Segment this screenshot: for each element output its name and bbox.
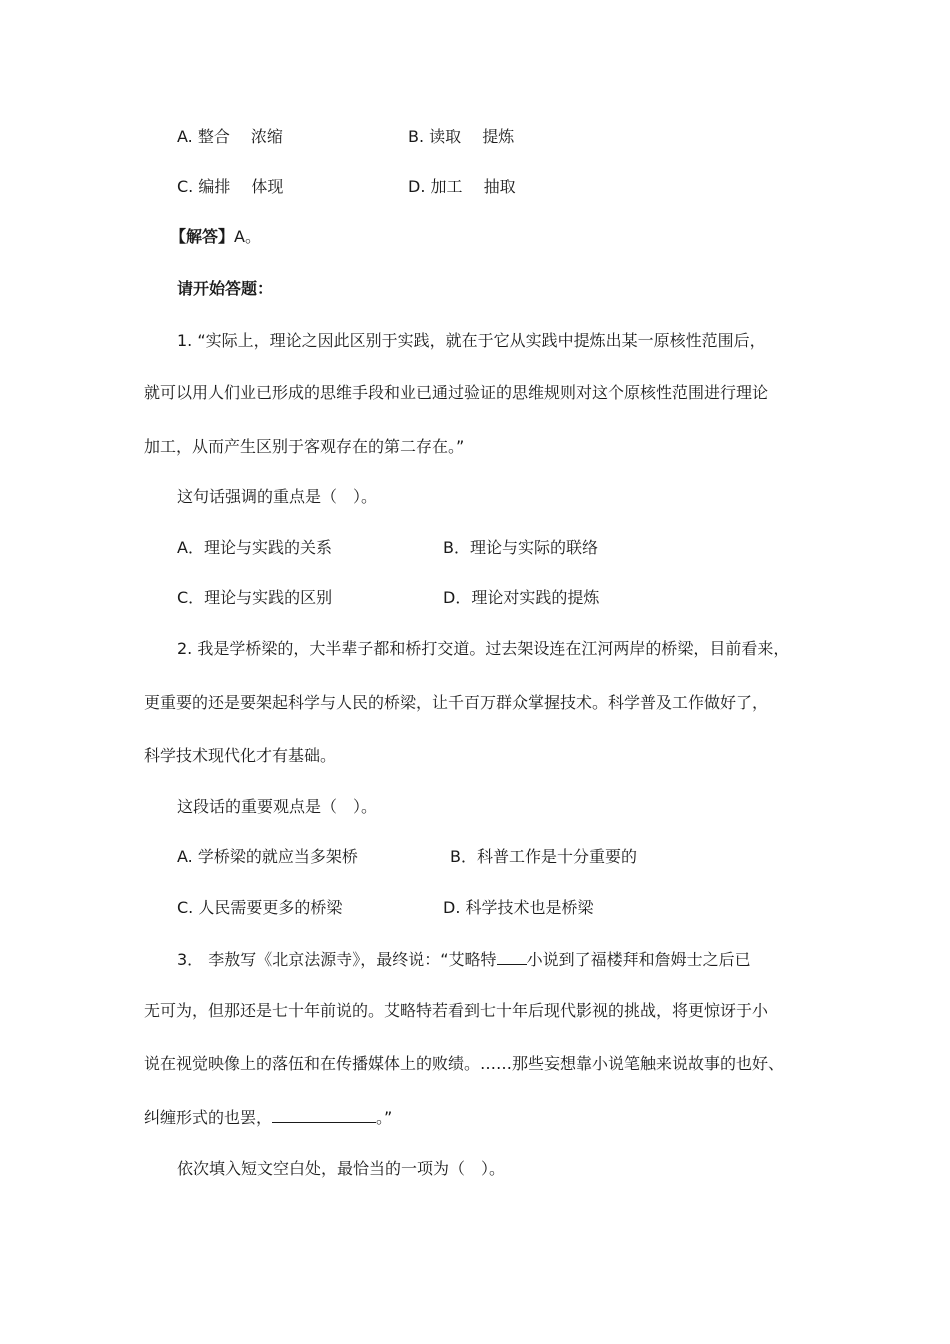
q3-line1-after-blank: 小说到了福楼拜和詹姆士之后已 <box>526 950 751 969</box>
q3-blank-1 <box>497 948 527 965</box>
q2-option-c: C. 人民需要更多的桥梁 <box>177 898 343 917</box>
q1-option-a: A．理论与实践的关系 <box>177 538 332 557</box>
answer-label: 【解答】 <box>170 227 235 246</box>
q1-option-c: C．理论与实践的区别 <box>177 588 333 607</box>
q2-prompt: 这段话的重要观点是（ ）。 <box>177 797 378 816</box>
q2-text-line-2: 更重要的还是要架起科学与人民的桥梁，让千百万群众掌握技术。科学普及工作做好了， <box>144 693 769 712</box>
q3-line4-after-blank: 。” <box>376 1108 393 1127</box>
q2-text-line-1: 2. 我是学桥梁的，大半辈子都和桥打交道。过去架设连在江河两岸的桥梁，目前看来， <box>177 639 790 658</box>
answer-value: A。 <box>234 227 261 246</box>
q3-text-line-3: 说在视觉映像上的落伍和在传播媒体上的败绩。……那些妄想靠小说笔触来说故事的也好、 <box>144 1054 785 1073</box>
q1-option-d: D．理论对实践的提炼 <box>443 588 600 607</box>
q3-text-line-1 <box>177 948 751 971</box>
q2-option-d: D. 科学技术也是桥梁 <box>443 898 594 917</box>
q1-prompt: 这句话强调的重点是（ ）。 <box>177 487 378 506</box>
q3-line1-before-blank: 3． 李敖写《北京法源寺》，最终说：“艾略特 <box>177 950 497 969</box>
q3-blank-2 <box>272 1106 376 1123</box>
q2-text-line-3: 科学技术现代化才有基础。 <box>144 746 337 765</box>
start-heading: 请开始答题： <box>177 279 274 298</box>
q1-text-line-2: 就可以用人们业已形成的思维手段和业已通过验证的思维规则对这个原核性范围进行理论 <box>144 383 769 402</box>
q3-prompt: 依次填入短文空白处，最恰当的一项为（ ）。 <box>177 1159 506 1178</box>
answer-line <box>170 226 261 248</box>
intro-option-a: A. 整合 浓缩 <box>177 127 283 146</box>
q3-line4-before-blank: 纠缠形式的也罢， <box>144 1108 273 1127</box>
q3-text-line-2: 无可为，但那还是七十年前说的。艾略特若看到七十年后现代影视的挑战，将更惊讶于小 <box>144 1001 769 1020</box>
intro-option-d: D. 加工 抽取 <box>408 177 516 196</box>
q1-text-line-1: 1. “实际上，理论之因此区别于实践，就在于它从实践中提炼出某一原核性范围后， <box>177 331 766 350</box>
intro-option-c: C. 编排 体现 <box>177 177 284 196</box>
q1-option-b: B．理论与实际的联络 <box>443 538 598 557</box>
q3-text-line-4 <box>144 1106 392 1129</box>
q2-option-a: A. 学桥梁的就应当多架桥 <box>177 847 358 866</box>
intro-option-b: B. 读取 提炼 <box>408 127 515 146</box>
q1-text-line-3: 加工，从而产生区别于客观存在的第二存在。” <box>144 437 465 456</box>
q2-option-b: B．科普工作是十分重要的 <box>450 847 637 866</box>
